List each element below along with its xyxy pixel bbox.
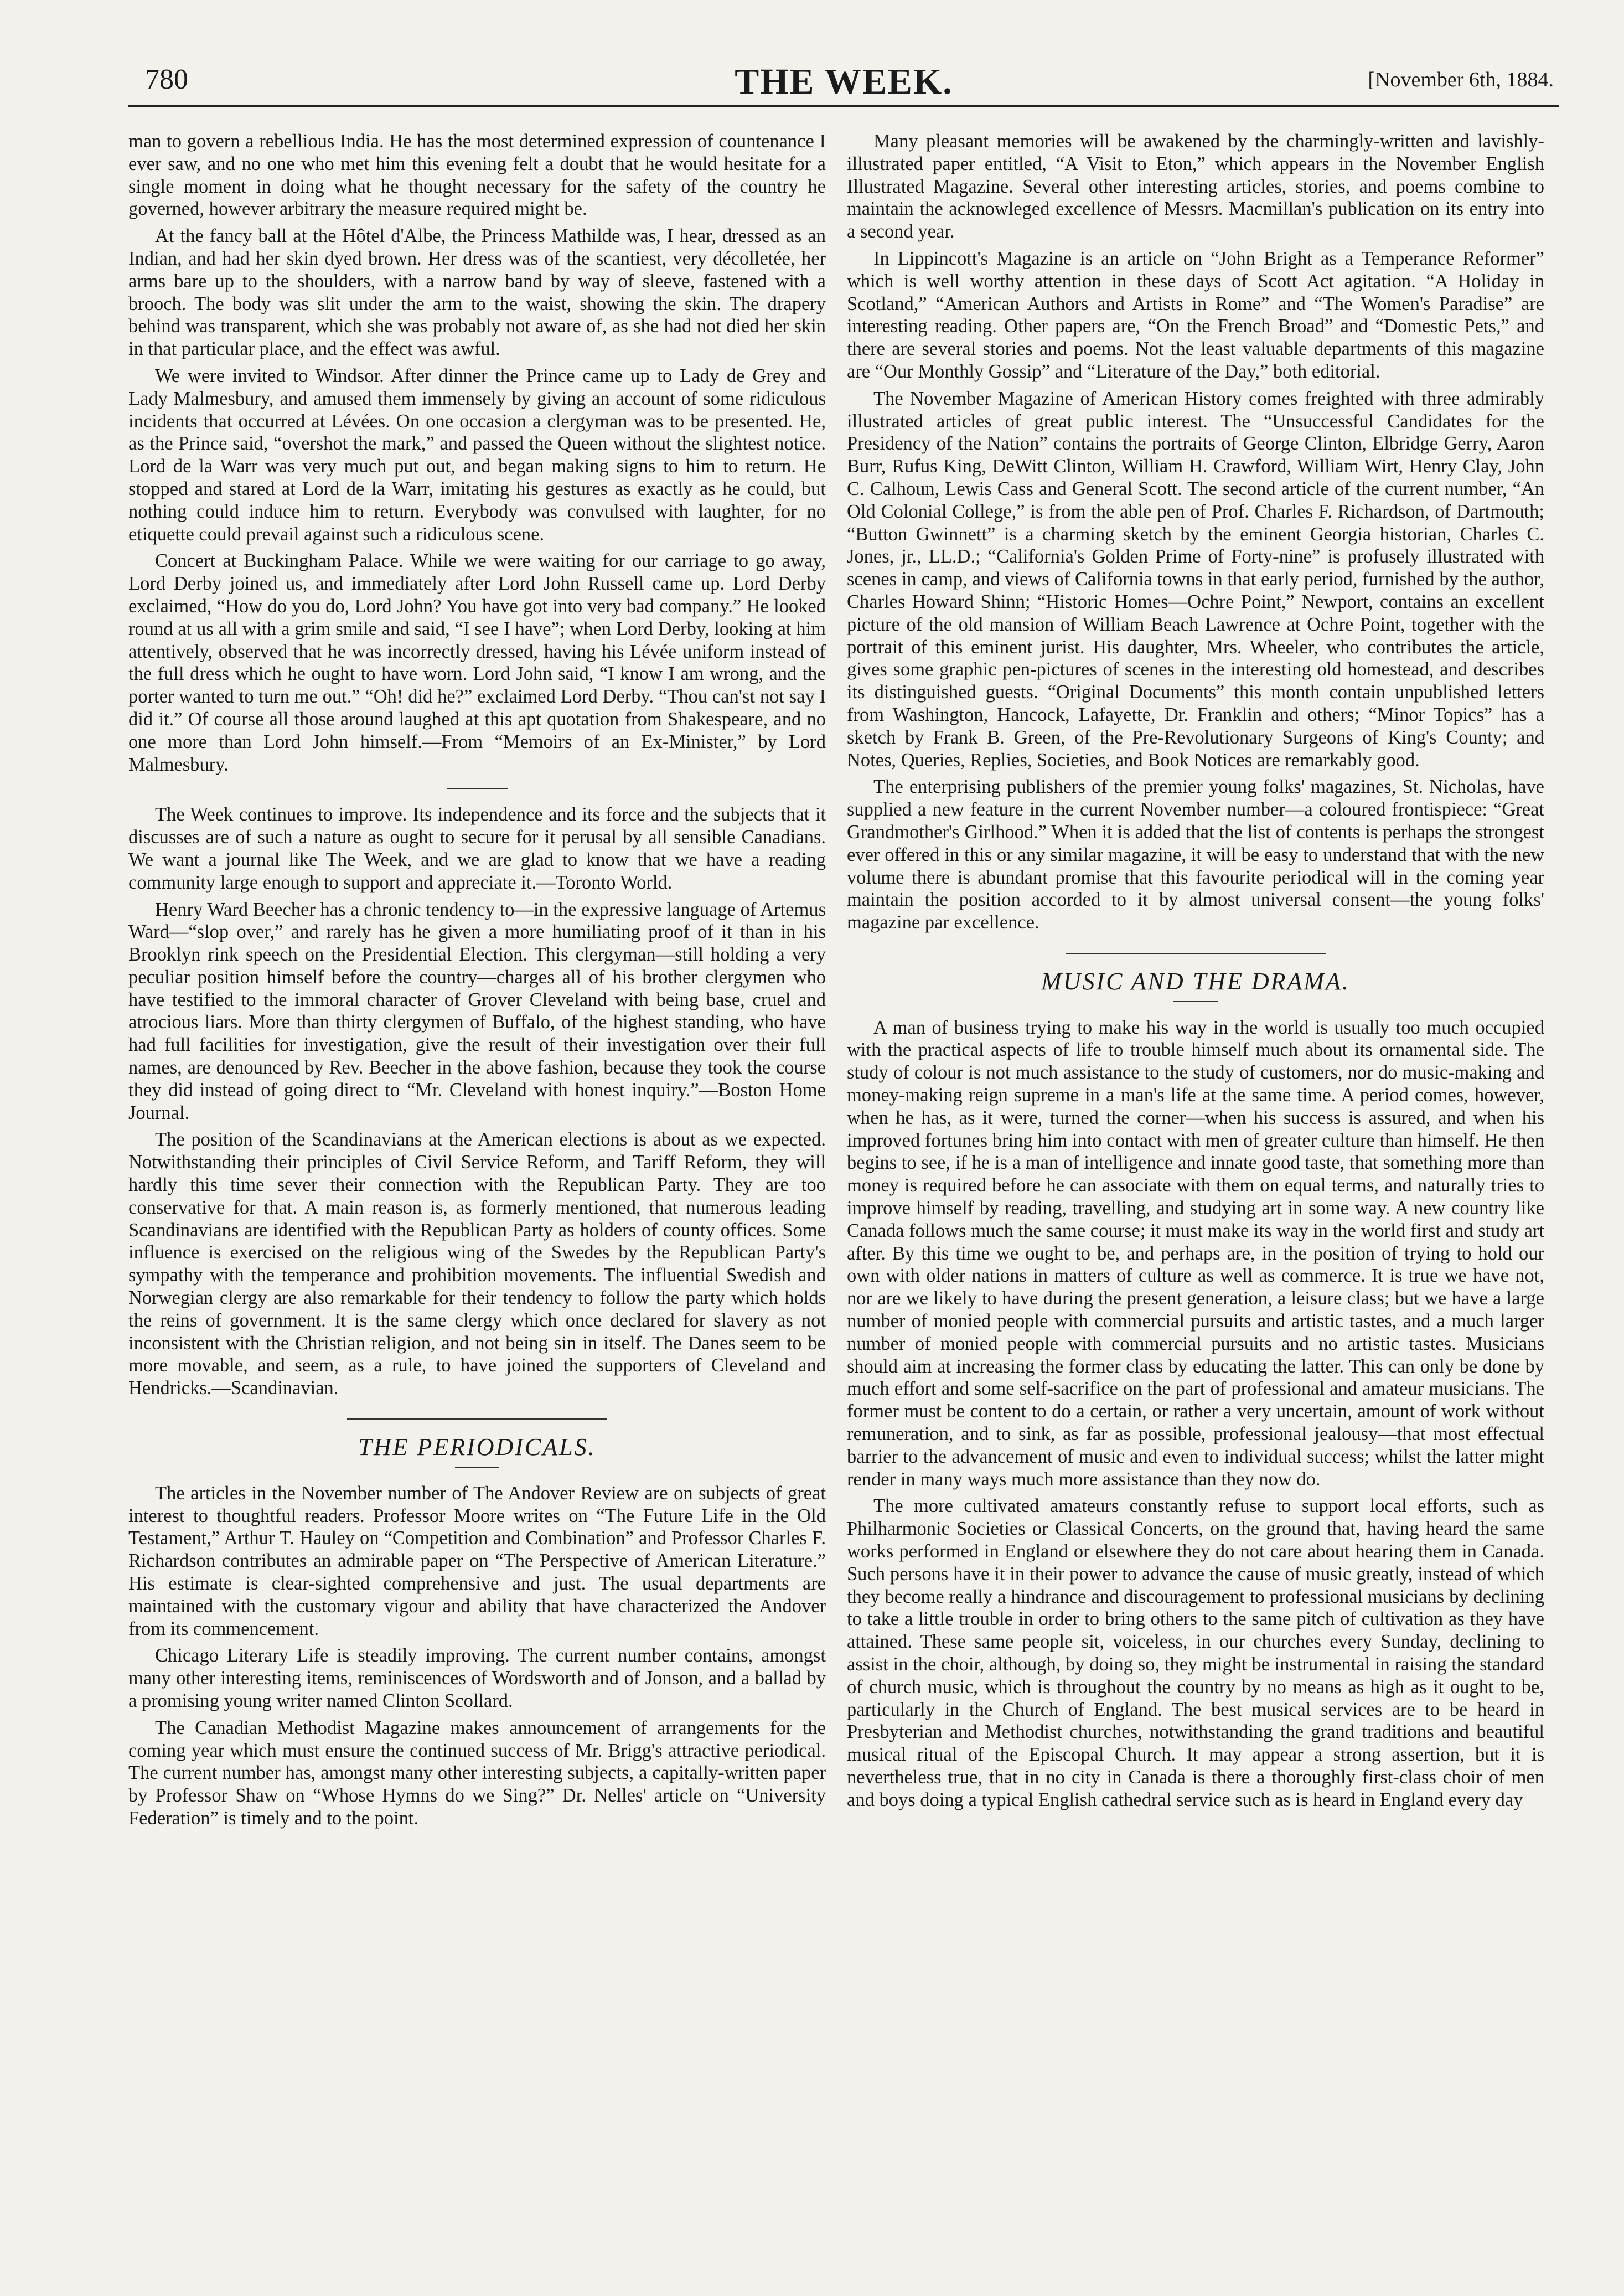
paragraph: The November Magazine of American History comes freighted with three admirably illustrated articles of great public interest. The “Unsuccessful Candidates for the Presidency of the Nation” contains the portraits of George Clinton, Elbridge Gerry, Aaron Burr, Rufus King, DeWitt Clinton, William H. Crawford, William Wirt, Henry Clay, John C. Calhoun, Lewis Cass and General Scott. The second article of the current number, “An Old Colonial College,” is from the able pen of Prof. Charles F. Richardson, of Dartmouth; “Button Gwinnett” is a charming sketch by the eminent Georgia historian, Charles C. Jones, jr., LL.D.; “California's Golden Prime of Forty-nine” is profusely illustrated with scenes in camp, and views of California towns in that early period, furnished by the author, Charles Howard Shinn; “Historic Homes—Ochre Point,” Newport, contains an excellent picture of the old mansion of William Beach Lawrence at Ochre Point, together with the portrait of this eminent jurist. His daughter, Mrs. Wheeler, who contributes the article, gives some graphic pen-pictures of scenes in the interesting old homestead, and describes its distinguished guests. “Original Documents” this month contain unpublished letters from Washington, Hancock, Lafayette, Dr. Franklin and others; “Minor Topics” has a sketch by Frank B. Green, of the Pre-Revolutionary Surgeons of King's County; and Notes, Queries, Replies, Societies, and Book Notices are remarkably good. (847, 388, 1544, 771)
paragraph: man to govern a rebellious India. He has the most determined expression of countenance I ever saw, and no one who met him this evening felt a doubt that he would hesitate for a single moment in doing what he thought necessary for the safety of the country he governed, however arbitrary the measure required might be. (128, 131, 826, 220)
heading-rule (455, 1467, 499, 1468)
header-rule (128, 105, 1559, 107)
paragraph: The articles in the November number of The Andover Review are on subjects of great interest to thoughtful readers. Professor Moore writes on “The Future Life in the Old Testament,” Arthur T. Hauley on “Competition and Combination” and Professor Charles F. Richardson contributes an admirable paper on “The Perspective of American Literature.” His estimate is clear-sighted comprehensive and just. The usual departments are maintained with the customary vigour and ability that have characterized the Andover from its commencement. (128, 1482, 826, 1639)
paragraph: The more cultivated amateurs constantly refuse to support local efforts, such as Philharmonic Societies or Classical Concerts, on the ground that, having heard the same works performed in England or elsewhere they do not care about hearing them in Canada. Such persons have it in their power to advance the cause of music greatly, instead of which they become really a hindrance and discouragement to professional musicians by declining to take a little trouble in order to bring others to the same pitch of cultivation as they have attained. These same people sit, voiceless, in our churches every Sunday, declining to assist in the choir, although, by doing so, they might be instrumental in raising the standard of church music, which is throughout the country by no means as high as it ought to be, particularly in the Church of England. The best musical services are to be heard in Presbyterian and Methodist churches, notwithstanding the grand traditions and beautiful musical ritual of the Episcopal Church. It may appear a strong assertion, but it is nevertheless true, that in no city in Canada is there a thoroughly first-class choir of men and boys doing a typical English cathedral service such as is heard in England every day (847, 1495, 1544, 1810)
section-heading-music: MUSIC AND THE DRAMA. (1041, 967, 1350, 995)
divider (447, 788, 508, 789)
paragraph: Henry Ward Beecher has a chronic tendency to—in the expressive language of Artemus Ward—“slop over,” and rarely has he given a more humiliating proof of it than in his Brooklyn rink speech on the Presidential Election. This clergyman—still holding a very peculiar position himself before the country—charges all of his brother clergymen who have testified to the immoral character of Grover Cleveland with being base, cruel and atrocious liars. More than thirty clergymen of Buffalo, of the highest standing, who have had full facilities for investigation, give the result of their investigation over their full names, are denounced by Rev. Beecher in the above fashion, because they took the course they did instead of going direct to “Mr. Cleveland with honest inquiry.”—Boston Home Journal. (128, 899, 826, 1123)
paragraph: The Canadian Methodist Magazine makes announcement of arrangements for the coming year which must ensure the continued success of Mr. Brigg's attractive periodical. The current number has, amongst many other interesting subjects, a capitally-written paper by Professor Shaw on “Whose Hymns do we Sing?” Dr. Nelles' article on “University Federation” is timely and to the point. (128, 1717, 826, 1829)
paragraph: Chicago Literary Life is steadily improving. The current number contains, amongst many other interesting items, reminiscences of Wordsworth and of Jonson, and a ballad by a promising young writer named Clinton Scollard. (128, 1645, 826, 1711)
paragraph: The Week continues to improve. Its independence and its force and the subjects that it discusses are of such a nature as ought to secure for it perusal by all sensible Canadians. We want a journal like The Week, and we are glad to know that we have a reading community large enough to support and appreciate it.—Toronto World. (128, 804, 826, 893)
section-heading-periodicals: THE PERIODICALS. (358, 1433, 596, 1461)
paragraph: The position of the Scandinavians at the American elections is about as we expected. Notwithstanding their principles of Civil Service Reform, and Tariff Reform, they will hardly this time sever their connection with the Republican Party. They are too conservative for that. A main reason is, as formerly mentioned, that numerous leading Scandinavians are identified with the Republican Party as holders of county offices. Some influence is exercised on the religious wing of the Swedes by the Republican Party's sympathy with the temperance and prohibition movements. The influential Swedish and Norwegian clergy are also remarkable for their tendency to follow the party which holds the reins of government. It is the same clergy which once declared for slavery as not inconsistent with the Christian religion, and not being sin in itself. The Danes seem to be more movable, and seem, as a rule, to have joined the supporters of Cleveland and Hendricks.—Scandinavian. (128, 1129, 826, 1399)
masthead (128, 60, 1559, 104)
paragraph: In Lippincott's Magazine is an article on “John Bright as a Temperance Reformer” which is well worthy attention in these days of Scott Act agitation. “A Holiday in Scotland,” “American Authors and Artists in Rome” and “The Women's Paradise” are interesting reading. Other papers are, “On the French Broad” and “Domestic Pets,” and there are several stories and poems. Not the least valuable departments of this magazine are “Our Monthly Gossip” and “Literature of the Day,” both editorial. (847, 247, 1544, 382)
issue-date: [November 6th, 1884. (1368, 68, 1554, 91)
page-number: 780 (145, 64, 188, 95)
paragraph: A man of business trying to make his way in the world is usually too much occupied with the practical aspects of life to trouble himself much about its ornamental side. The study of colour is not much assistance to the study of customers, nor do music-making and money-making reign supreme in a man's life at the same time. A period comes, however, when he has, as it were, turned the corner—when his success is assured, and when his improved fortunes bring him into contact with men of greater culture than himself. He then begins to see, if he is a man of intelligence and innate good taste, that something more than money is required before he can associate with them on equal terms, and naturally tries to improve himself by reading, travelling, and studying art in some way. A new country like Canada follows much the same course; it must make its way in the world first and study art after. By this time we ought to be, and perhaps are, in the position of trying to hold our own with older nations in matters of culture as well as commerce. It is true we have not, nor are we likely to have during the present generation, a leisure class; but we have a large number of monied people with commercial pursuits and artistic tastes, and a much larger number of monied people with commercial pursuits and no artistic tastes. Musicians should aim at increasing the former class by educating the latter. This can only be done by much effort and some self-sacrifice on the part of professional and amateur musicians. The former must be content to do a certain, or rather a very uncertain, amount of work without remuneration, and to sink, as far as possible, professional jealousy—that most effectual barrier to the advancement of music and even to individual success; whilst the latter might render in many ways much more assistance than they now do. (847, 1017, 1544, 1490)
publication-title: THE WEEK. (735, 61, 953, 102)
paragraph: Concert at Buckingham Palace. While we were waiting for our carriage to go away, Lord Derby joined us, and immediately after Lord John Russell came up. Lord Derby exclaimed, “How do you do, Lord John? You have got into very bad company.” He looked round at us all with a grim smile and said, “I see I have”; when Lord Derby, looking at him attentively, observed that he was incorrectly dressed, having his Lévée uniform instead of the full dress which he ought to have worn. Lord John said, “I know I am wrong, and the porter wanted to turn me out.” “Oh! did he?” exclaimed Lord Derby. “Thou can'st not say I did it.” Of course all those around laughed at this apt quotation from Shakespeare, and no one more than Lord John himself.—From “Memoirs of an Ex-Minister,” by Lord Malmesbury. (128, 550, 826, 775)
heading-rule (1173, 1001, 1218, 1002)
right-column (847, 130, 1544, 1816)
section-divider (1066, 953, 1326, 954)
left-column (128, 130, 826, 1834)
paragraph: The enterprising publishers of the premier young folks' magazines, St. Nicholas, have supplied a new feature in the current November number—a coloured frontispiece: “Great Grandmother's Girlhood.” When it is added that the list of contents is perhaps the strongest ever offered in this or any similar magazine, it will be easy to understand that with the new volume there is abundant promise that this favourite periodical will in the coming year maintain the position accorded to it by almost universal consent—the young folks' magazine par excellence. (847, 776, 1544, 933)
section-divider (347, 1418, 607, 1420)
paragraph: Many pleasant memories will be awakened by the charmingly-written and lavishly-illustrated paper entitled, “A Visit to Eton,” which appears in the November English Illustrated Magazine. Several other interesting articles, stories, and poems combine to maintain the acknowleged excellence of Messrs. Macmillan's publication on its entry into a second year. (847, 131, 1544, 243)
paragraph: We were invited to Windsor. After dinner the Prince came up to Lady de Grey and Lady Malmesbury, and amused them immensely by giving an account of some ridiculous incidents that occurred at Lévées. On one occasion a clergyman was to be presented. He, as the Prince said, “overshot the mark,” and passed the Queen without the slightest notice. Lord de la Warr was very much put out, and began making signs to him to return. He stopped and stared at Lord de la Warr, imitating his gestures as exactly as he could, but nothing could induce him to return. Everybody was convulsed with laughter, for no etiquette could prevail against such a ridiculous scene. (128, 365, 826, 545)
paragraph: At the fancy ball at the Hôtel d'Albe, the Princess Mathilde was, I hear, dressed as an Indian, and had her skin dyed brown. Her dress was of the scantiest, very décolletée, her arms bare up to the shoulders, with a narrow band by way of sleeve, fastened with a brooch. The body was slit under the arm to the waist, showing the skin. The drapery behind was transparent, which she was probably not aware of, as she had not died her skin in that particular place, and the effect was awful. (128, 225, 826, 360)
